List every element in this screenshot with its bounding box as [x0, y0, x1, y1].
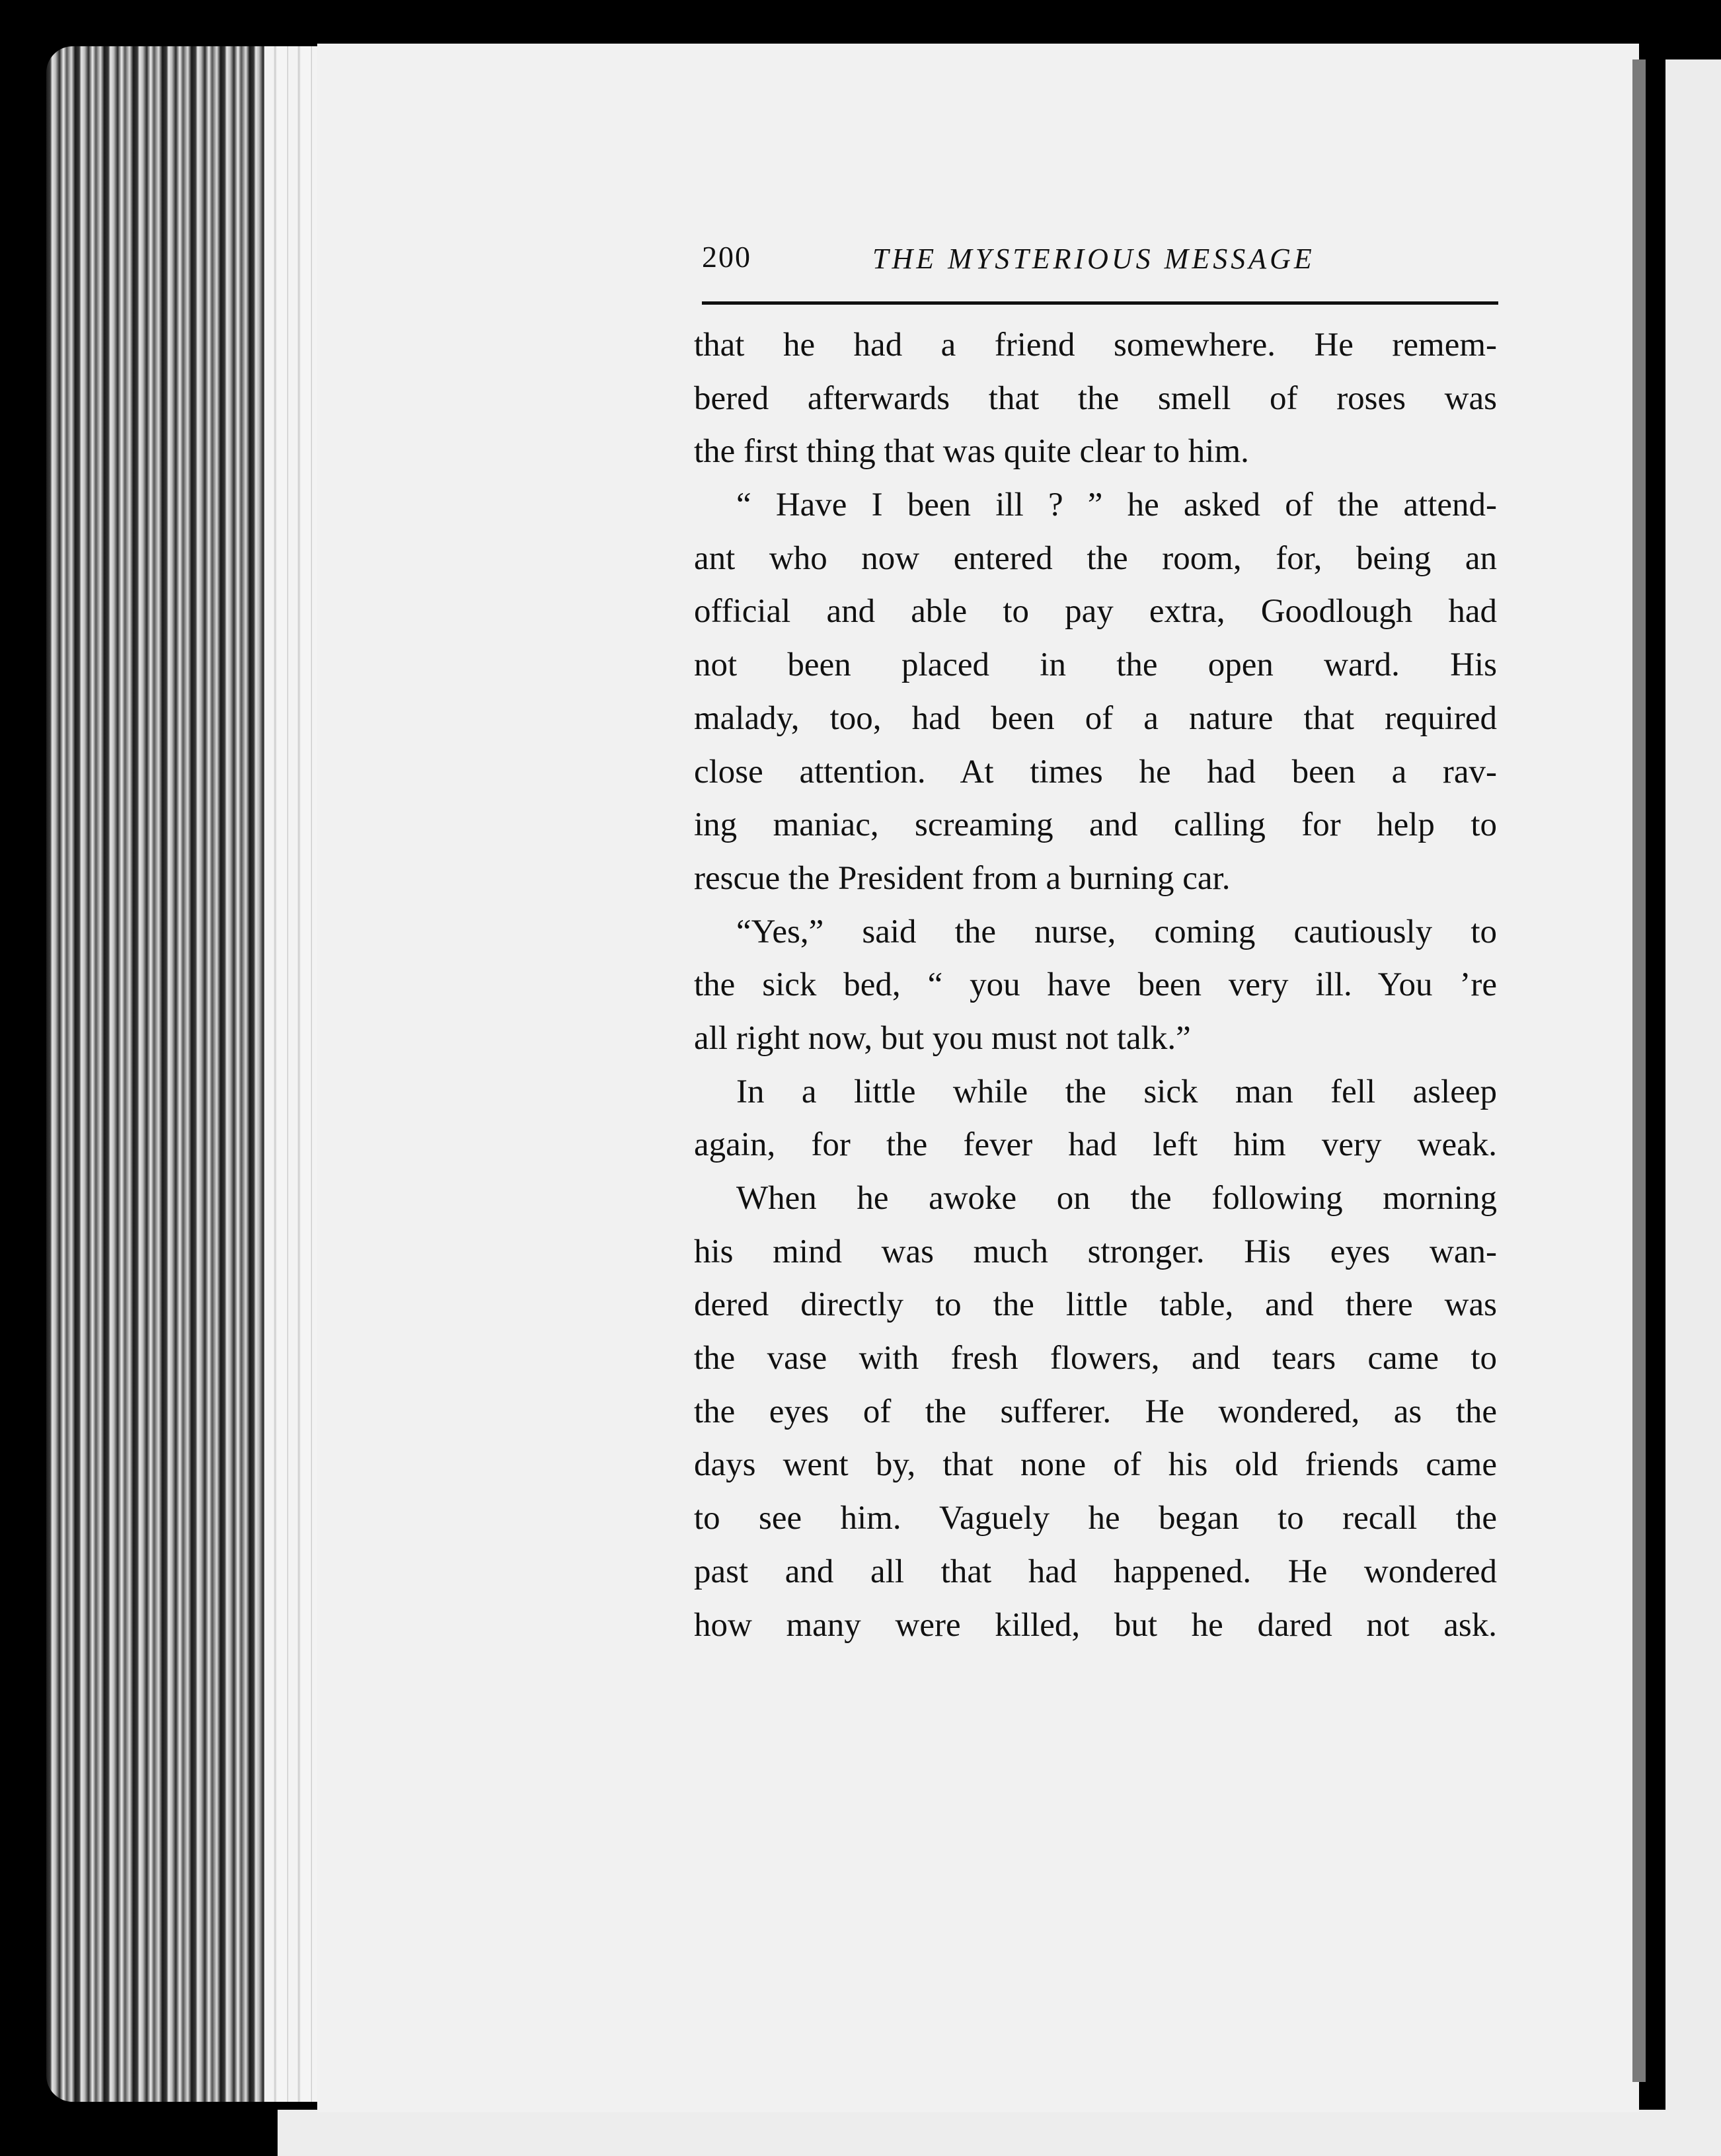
page-header	[702, 239, 1498, 286]
text-line: the first thing that was quite clear to him.	[694, 433, 1249, 471]
text-line: official and able to pay extra, Goodlough had	[694, 593, 1497, 631]
text-line: his mind was much stronger. His eyes wan-	[694, 1233, 1497, 1270]
running-head: THE MYSTERIOUS MESSAGE	[872, 243, 1315, 275]
facing-page-sliver	[1665, 59, 1721, 2141]
text-line: all right now, but you must not talk.”	[694, 1019, 1191, 1057]
text-line: rescue the President from a burning car.	[694, 859, 1231, 897]
text-line: bered afterwards that the smell of roses was	[694, 379, 1497, 417]
text-line: not been placed in the open ward. His	[694, 646, 1497, 684]
text-line: ant who now entered the room, for, being an	[694, 539, 1497, 577]
gutter-shadow	[1632, 59, 1646, 2082]
text-line: ing maniac, screaming and calling for help to	[694, 806, 1497, 844]
text-line: dered directly to the little table, and there was	[694, 1286, 1497, 1324]
text-line: close attention. At times he had been a rav-	[694, 753, 1497, 790]
bottom-page-sliver	[278, 2110, 1721, 2156]
text-line: how many were killed, but he dared not ask.	[694, 1606, 1497, 1644]
text-line: “ Have I been ill ? ” he asked of the attend-	[736, 486, 1497, 524]
text-line: the sick bed, “ you have been very ill. You ’re	[694, 966, 1497, 1004]
text-line: past and all that had happened. He wondered	[694, 1553, 1497, 1590]
text-line: days went by, that none of his old friends came	[694, 1446, 1497, 1484]
page-number: 200	[702, 240, 751, 274]
header-rule	[702, 301, 1498, 305]
text-line: the vase with fresh flowers, and tears came to	[694, 1340, 1497, 1377]
text-line: malady, too, had been of a nature that required	[694, 699, 1497, 737]
text-line: that he had a friend somewhere. He remem-	[694, 327, 1497, 364]
text-line: again, for the fever had left him very weak.	[694, 1126, 1497, 1164]
body-text	[694, 319, 1497, 1652]
text-line: When he awoke on the following morning	[736, 1180, 1497, 1217]
text-line: the eyes of the sufferer. He wondered, as the	[694, 1393, 1497, 1430]
text-line: to see him. Vaguely he began to recall the	[694, 1500, 1497, 1537]
text-line: “Yes,” said the nurse, coming cautiously to	[736, 913, 1497, 950]
text-line: In a little while the sick man fell asleep	[736, 1073, 1497, 1110]
